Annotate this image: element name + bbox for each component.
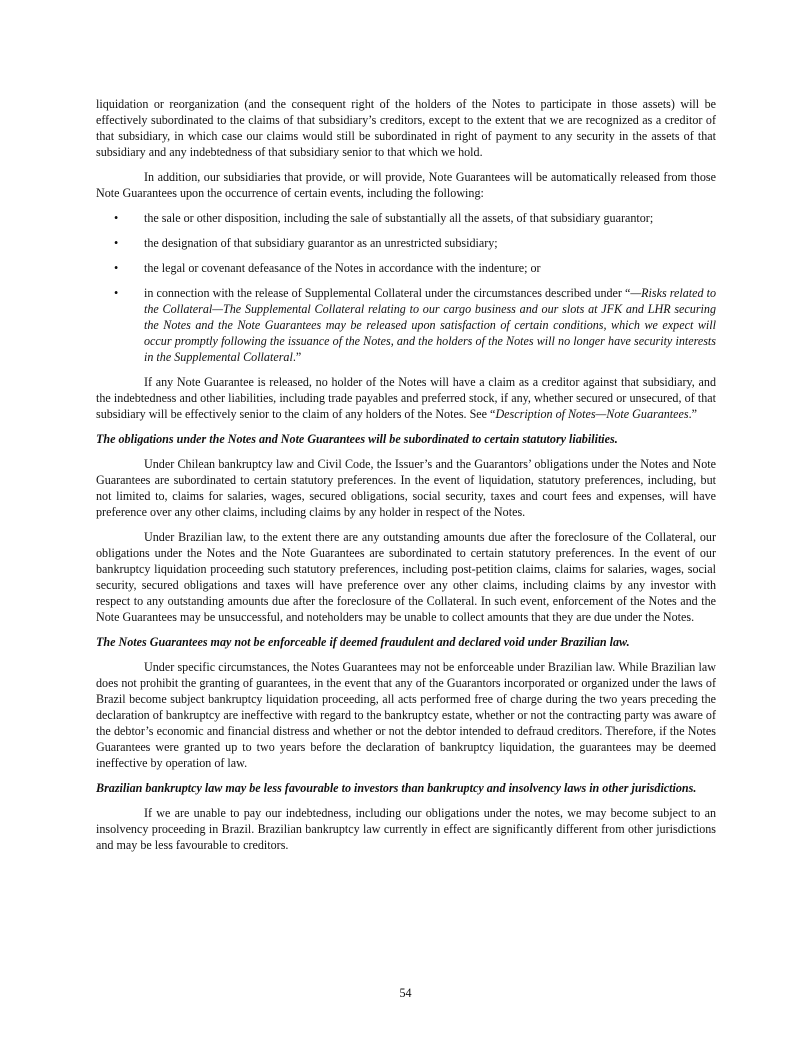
paragraph-text-end: .” [688, 407, 697, 421]
list-item [96, 285, 716, 365]
bullet-symbol: • [114, 286, 119, 300]
page-number: 54 [399, 986, 412, 1000]
paragraph-chilean-law: Under Chilean bankruptcy law and Civil Code, the Issuer’s and the Guarantors’ obligations under the Notes and Note Guarantees are subordinated to certain statutory preferences. In the event of liquidation, statutory preferences, including, but not limited to, claims for salaries, wages, secured obligations, social security, taxes and court fees and expenses, will have preference over any other claims, including claims by any holder in respect of the Notes. [96, 457, 716, 519]
paragraph-text: If any Note Guarantee is released, no holder of the Notes will have a claim as a creditor against that subsidiary, and the indebtedness and other liabilities, including trade payables and preferred stock, if any, whether secured or unsecured, of that subsidiary will be effectively senior to the claim of any holders of the Notes. See “ [96, 375, 716, 421]
bullet-symbol: • [114, 236, 119, 250]
heading-fraudulent-guarantees: The Notes Guarantees may not be enforceable if deemed fraudulent and declared void under Brazilian law. [96, 635, 630, 649]
list-item-text-end: .” [292, 350, 302, 364]
cross-reference-italic: Description of Notes—Note Guarantees [495, 407, 689, 421]
list-item [96, 210, 716, 226]
paragraph-subordination-continued: liquidation or reorganization (and the consequent right of the holders of the Notes to participate in those assets) will be effectively subordinated to the claims of that subsidiary’s creditors, except to the extent that we are recognized as a creditor of that subsidiary, in which case our claims would still be subordinated in right of payment to any security in the assets of that subsidiary and any indebtedness of that subsidiary senior to that which we hold. [96, 97, 716, 159]
list-item-text: in connection with the release of Supplemental Collateral under the circumstances described under “ [144, 286, 631, 300]
list-item-text: the legal or covenant defeasance of the Notes in accordance with the indenture; or [144, 261, 541, 275]
list-item [96, 260, 716, 276]
paragraph-brazilian-law: Under Brazilian law, to the extent there are any outstanding amounts due after the foreclosure of the Collateral, our obligations under the Notes and the Note Guarantees are subordinated to certain statutory preferences. In the event of our bankruptcy liquidation proceeding such statutory preferences, including post-petition claims, claims for salaries, wages, social security, secured obligations and taxes will have preference over any other claims, including claims by any investor with respect to any outstanding amounts due after the foreclosure of the Collateral. In such event, enforcement of the Notes and the Note Guarantees may be unsuccessful, and noteholders may be unable to collect amounts that they are due under the Notes. [96, 530, 716, 624]
cross-reference-italic: —Risks related to the Collateral—The Supplemental Collateral relating to our cargo business and our slots at JFK and LHR securing the Notes and the Note Guarantees may be released upon satisfaction of certain conditions, which we expect will occur promptly following the issuance of the Notes, and the holders of the Notes will no longer have security interests in the Supplemental Collateral [144, 286, 716, 364]
list-item [96, 235, 716, 251]
list-item-text: the designation of that subsidiary guarantor as an unrestricted subsidiary; [144, 236, 498, 250]
document-body [96, 96, 716, 862]
paragraph-enforceability: Under specific circumstances, the Notes Guarantees may not be enforceable under Brazilian law. While Brazilian law does not prohibit the granting of guarantees, in the event that any of the Guarantors incorporated or organized under the laws of Brazil become subject bankruptcy liquidation proceeding, all acts performed free of charge during the two years preceding the declaration of bankruptcy are ineffective with regard to the bankruptcy estate, whether or not the contracting party was aware of the debtor’s economic and financial distress and whether or not the debtor intended to defraud creditors. Therefore, if the Notes Guarantees were granted up to two years before the declaration of bankruptcy liquidation, the guarantees may be deemed ineffective by operation of law. [96, 660, 716, 770]
heading-brazilian-bankruptcy: Brazilian bankruptcy law may be less favourable to investors than bankruptcy and insolvency laws in other jurisdictions. [96, 781, 697, 795]
paragraph-guarantee-released [96, 374, 716, 422]
release-events-list [96, 210, 716, 365]
list-item-text: the sale or other disposition, including the sale of substantially all the assets, of that subsidiary guarantor; [144, 211, 654, 225]
heading-statutory-liabilities: The obligations under the Notes and Note Guarantees will be subordinated to certain statutory liabilities. [96, 432, 618, 446]
paragraph-guarantee-release-intro: In addition, our subsidiaries that provide, or will provide, Note Guarantees will be automatically released from those Note Guarantees upon the occurrence of certain events, including the following: [96, 170, 716, 200]
bullet-symbol: • [114, 261, 119, 275]
bullet-symbol: • [114, 211, 119, 225]
paragraph-insolvency: If we are unable to pay our indebtedness, including our obligations under the notes, we may become subject to an insolvency proceeding in Brazil. Brazilian bankruptcy law currently in effect are significantly different from other jurisdictions and may be less favourable to creditors. [96, 806, 716, 852]
